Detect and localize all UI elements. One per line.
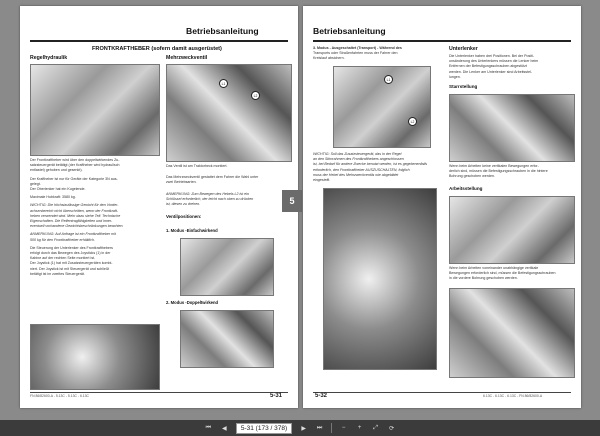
page-header: Betriebsanleitung: [186, 26, 259, 36]
header-divider: [313, 40, 571, 42]
footer-divider: [30, 392, 288, 393]
lower-link-image: [323, 188, 437, 370]
valve-positions-heading: Ventilpositionen:: [166, 214, 202, 219]
last-page-icon[interactable]: ⏭: [316, 424, 323, 431]
callout-l1: L1: [384, 75, 393, 84]
viewer-toolbar: [0, 420, 600, 436]
left-page: [20, 6, 298, 408]
working-position-image: [449, 196, 575, 264]
multi-valve-image: [166, 64, 292, 162]
mode3-image: [333, 66, 431, 148]
previous-page-icon[interactable]: ◀: [222, 425, 227, 432]
rotate-icon[interactable]: ⟳: [389, 425, 395, 432]
callout-l2: L2: [408, 117, 417, 126]
section-tab: 5: [282, 190, 302, 212]
footer-text: 6.13C - 6.13C - 6.13C - FN 86/82600-A: [483, 394, 543, 398]
right-page: [303, 6, 581, 408]
fit-page-icon[interactable]: ⤢: [373, 424, 379, 431]
col1-text: Der Frontkraftheber wird über den doppeltwirkendes Zu- satzsteuergerät betätigt (der Kraftheber wird hydraulisch entlastet) gehoben und gesenkt). Der Kraftheber ist nur für Geräte der Kategorie 3N aus- gelegt. Der Oberlenker hat ein Kugelende. Maximale Hubkraft: 3580 kg. WICHTIG: Die höchstzulässige Gewicht für den Vorder- achsenbereich nicht überschritten, wenn der Frontkraft- heben verwendet wird. Mehr dazu siehe Teil: Technische Eigenschaften. Die Reifentragfähigkeiten und inner- eventuell vorhandene Gewichtsbeschränkungen beachten. ANMERKUNG: Auf Anfrage ist ein Frontkraftheber mit 500 kg für den Frontkraftheber erhältlich. Die Steuerung der Unterlenker des Frontkrafthebers erfolgt durch das Bewegen des Joysticks (1) in der Kabine auf der rechten Seite montiert ist. Der Joystick (1) hat mit Zusatzsteuergeräten kombi- niert. Der Joystick ist mit Steuergerät und schließt betätigt ist im zweites Steuergerät.: [30, 158, 124, 276]
first-page-icon[interactable]: ⏮: [205, 424, 212, 431]
unterlenker-text: Die Unterlenker haben drei Positionen. Bei der Positi- onsänderung des Unterlenkers müssen die Lenker beim Entfernen der Befestigungsschrauben abgestützt werden. Die Lenker am Unterlenker sind Arbeitsstel- lungen.: [449, 54, 539, 79]
col2-heading: Mehrzweckventil: [166, 55, 208, 61]
col2-caption-2: Das Mehrzweckventil gestattet dem Fahrer die Wahl unter zwei Betriebsarten.: [166, 175, 259, 185]
footer-text: FN 86/82600-A - 5.13C - 5.13C - 6.13C: [30, 394, 89, 398]
joystick-image: [30, 324, 160, 390]
mode2-label: 2. Modus -Doppeltwirkend: [166, 300, 219, 305]
mode1-label: 1. Modus -Einfachwirkend: [166, 228, 218, 233]
starrstellung-heading: Starrstellung: [449, 84, 478, 89]
starrstellung-text: Wenn beim Arbeiten keine vertikalen Bewegungen erfor- derlich sind, müssen die Befestigungsschrauben in die hintere Bohrung geschoben werden.: [449, 164, 548, 179]
unterlenker-heading: Unterlenker: [449, 46, 478, 52]
tractor-front-image: [449, 288, 575, 378]
mode2-image: [180, 310, 274, 368]
mode1-image: [180, 238, 274, 296]
zoom-out-icon[interactable]: −: [341, 425, 346, 431]
col2-note: ANMERKUNG: Zum Bewegen des Hebels L2 ist ein Schlüssel erforderlich, der leicht nach oben zu drücken ist, diesen zu drehen.: [166, 192, 254, 207]
page-number: 5-32: [315, 393, 328, 399]
header-divider: [30, 40, 288, 42]
important-text: WICHTIG: Soll das Zusatzsteuergerät, das in der Regel an den Stirnrahmen des Frontkrafthebers angeschlossen ist, bei Bedarf für andere Zwecke benutzt werden, ist es gegebenenfalls erforderlich, den Frontkraftheber AUSZUSCHALTEN, folglich muss der Hebel des Mehrzweckventils wie abgebildet eingestellt.: [313, 152, 428, 183]
section-title: FRONTKRAFTHEBER (sofern damit ausgerüstet): [92, 46, 222, 52]
page-number: 5-31: [270, 393, 283, 399]
toolbar-separator: [331, 423, 332, 433]
callout-l2: L2: [251, 91, 260, 100]
callout-l1: L1: [219, 79, 228, 88]
col2-caption-1: Das Ventil ist am Traktorheck montiert.: [166, 164, 228, 168]
arbeitsstellung-heading: Arbeitsstellung: [449, 186, 483, 191]
rigid-position-image: [449, 94, 575, 162]
next-page-icon[interactable]: ▶: [301, 425, 306, 432]
zoom-in-icon[interactable]: +: [357, 425, 362, 431]
arbeitsstellung-text: Wenn beim Arbeiten voneinander unabhängige vertikale Bewegungen erforderlich sind, müssen die Befestigungsschrauben in die vordere Bohrung geschoben werden.: [449, 266, 556, 281]
front-hitch-image: [30, 64, 160, 156]
page-indicator[interactable]: 5-31 (173 / 378): [236, 423, 292, 434]
col1-heading: Regelhydraulik: [30, 55, 68, 61]
mode3-text: 3. Modus - Ausgeschaltet (Transport) - Während des Transports oder Straßenfahrten muss der Fahrer den Kreislauf absichern.: [313, 46, 402, 61]
page-header: Betriebsanleitung: [313, 26, 386, 36]
footer-divider: [313, 392, 571, 393]
